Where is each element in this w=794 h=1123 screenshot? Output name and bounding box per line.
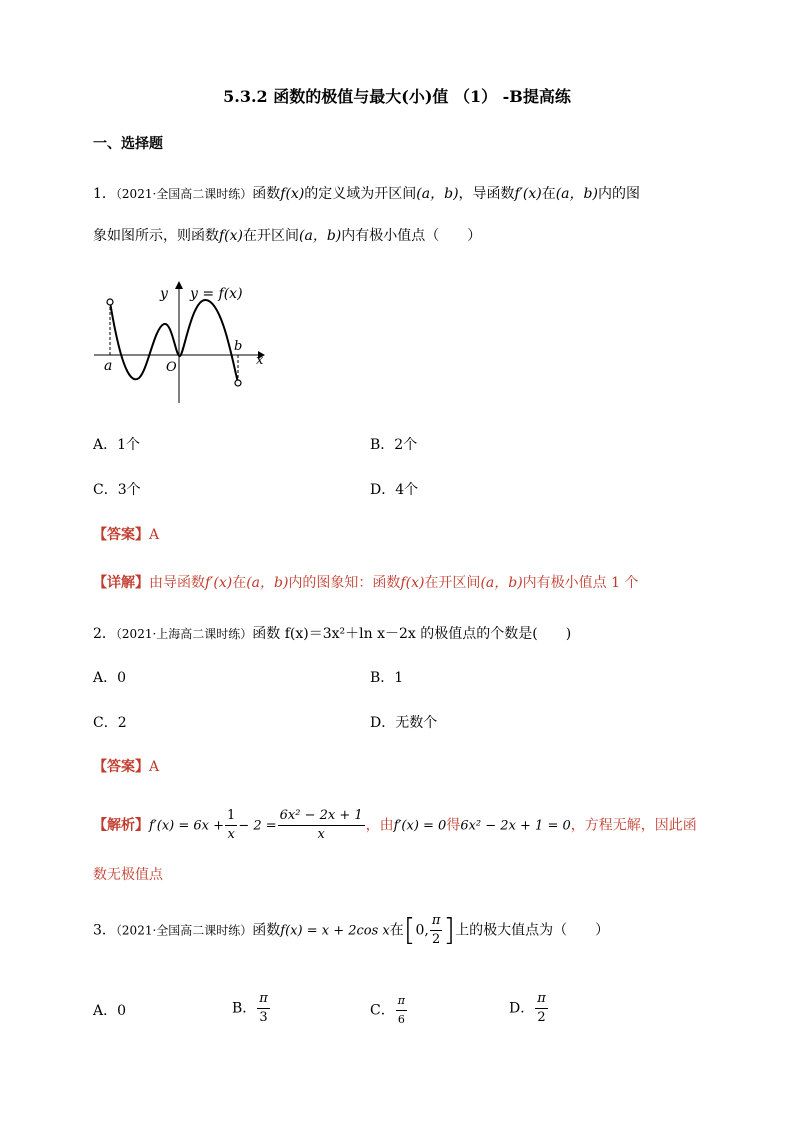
analysis-tag: 【解析】 xyxy=(93,817,149,834)
analysis-text: 得 xyxy=(446,817,461,834)
detail-fx: f(x) xyxy=(400,575,425,591)
frac-den: x xyxy=(227,827,235,842)
origin-label: O xyxy=(166,360,177,375)
right-bracket-icon: ] xyxy=(443,913,456,948)
interval-left: 0, xyxy=(415,922,429,939)
q1-answer xyxy=(93,524,159,544)
answer-tag: 【答案】 xyxy=(93,527,149,543)
q3-func: f(x) = x + 2cos x xyxy=(280,923,390,939)
frac-den: 3 xyxy=(259,1010,268,1025)
q2-option-d[interactable]: D．无数个 xyxy=(370,715,438,731)
q1-number: 1． xyxy=(93,186,116,202)
q1-line1 xyxy=(93,183,640,203)
q1-text: 象如图所示，则函数 xyxy=(93,228,219,244)
q3-text: 在 xyxy=(389,922,404,939)
q2-text: 函数 f(x)＝3x²＋ln x－2x 的极值点的个数是( ) xyxy=(252,626,572,642)
answer-value: A xyxy=(149,527,160,543)
q3-option-b[interactable] xyxy=(232,990,271,1027)
detail-fpx: f′(x) xyxy=(205,575,233,591)
q1-text: 内的图 xyxy=(597,186,640,202)
interval-fraction xyxy=(430,912,443,949)
q1-graph xyxy=(92,278,272,410)
detail-tag: 【详解】 xyxy=(93,575,149,591)
fraction-1-over-x xyxy=(225,807,237,844)
left-bracket-icon: [ xyxy=(403,913,416,948)
detail-text: 在开区间 xyxy=(424,575,481,591)
analysis-text: ，方程无解，因此函 xyxy=(570,817,697,834)
frac-num: π xyxy=(396,992,407,1011)
q3-text: 函数 xyxy=(252,922,281,939)
frac-den: 6 xyxy=(397,1013,405,1026)
q3-option-c[interactable] xyxy=(370,992,408,1029)
page-title: 5.3.2 函数的极值与最大(小)值 （1） -B提高练 xyxy=(223,87,571,106)
option-fraction xyxy=(257,990,270,1027)
q2-answer xyxy=(93,756,159,776)
frac-den: 2 xyxy=(431,932,441,947)
q1-line2 xyxy=(93,225,481,245)
b-label: b xyxy=(234,339,243,354)
q1-detail xyxy=(93,572,638,592)
q1-interval: (a，b) xyxy=(416,186,459,202)
q2-option-c[interactable]: C．2 xyxy=(93,715,127,731)
q3-stem xyxy=(93,912,609,949)
detail-interval: (a，b) xyxy=(480,575,523,591)
frac-num: π xyxy=(430,912,443,931)
answer-value: A xyxy=(149,759,160,775)
a-label: a xyxy=(104,358,113,374)
q2-option-a[interactable]: A．0 xyxy=(93,670,127,686)
analysis-eq: 6x² − 2x + 1 = 0 xyxy=(460,818,571,834)
section-heading: 一、选择题 xyxy=(93,136,163,152)
q1-option-c[interactable]: C．3个 xyxy=(93,482,141,498)
q1-text: 的定义域为开区间 xyxy=(304,186,417,202)
q2-analysis xyxy=(93,807,697,844)
q1-option-d[interactable]: D．4个 xyxy=(370,482,419,498)
q3-option-a[interactable]: A．0 xyxy=(93,1003,127,1019)
q3-source: （2021·全国高二课时练） xyxy=(115,923,253,938)
analysis-expr: − 2 = xyxy=(238,818,277,834)
q2-analysis-line2: 数无极值点 xyxy=(93,867,163,883)
analysis-expr: f′(x) = 0 xyxy=(393,818,447,834)
analysis-expr: f′(x) = 6x + xyxy=(149,818,225,834)
q1-option-b[interactable]: B．2个 xyxy=(370,437,418,453)
frac-num: π xyxy=(535,990,548,1009)
q3-text: 上的极大值点为（ ） xyxy=(455,922,610,939)
q3-option-d[interactable] xyxy=(509,990,549,1027)
option-label: C． xyxy=(370,1002,395,1019)
q2-option-b[interactable]: B．1 xyxy=(370,670,404,686)
q3-number: 3． xyxy=(93,922,116,939)
q2-number: 2． xyxy=(93,626,116,642)
q1-interval: (a，b) xyxy=(555,186,598,202)
option-fraction xyxy=(396,992,407,1029)
q1-text: 函数 xyxy=(252,186,281,202)
q1-text: ，导函数 xyxy=(458,186,515,202)
q1-source: （2021·全国高二课时练） xyxy=(115,187,253,201)
q1-fpx: f′(x) xyxy=(514,186,542,202)
q1-interval: (a，b) xyxy=(299,228,342,244)
q1-text: 内有极小值点（ ） xyxy=(341,228,482,244)
fraction-main xyxy=(278,807,365,844)
frac-num: π xyxy=(257,990,270,1009)
q1-option-a[interactable]: A．1个 xyxy=(93,437,141,453)
q2-stem xyxy=(93,623,571,643)
q2-source: （2021·上海高二课时练） xyxy=(115,627,253,641)
y-label: y xyxy=(160,286,168,302)
y-axis-arrow xyxy=(175,281,183,289)
detail-interval: (a，b) xyxy=(246,575,289,591)
q1-text: 在 xyxy=(541,186,556,202)
q1-fx: f(x) xyxy=(219,228,244,244)
answer-tag: 【答案】 xyxy=(93,759,149,775)
frac-den: 2 xyxy=(537,1010,546,1025)
detail-text: 内的图象知：函数 xyxy=(288,575,401,591)
open-endpoint-a xyxy=(107,299,113,305)
detail-text: 由导函数 xyxy=(149,575,205,591)
frac-den: x xyxy=(317,827,325,842)
frac-num: 6x² − 2x + 1 xyxy=(278,807,365,826)
analysis-text: ，由 xyxy=(365,817,394,834)
q1-text: 在开区间 xyxy=(243,228,300,244)
option-fraction xyxy=(535,990,548,1027)
detail-text: 内有极小值点 1 个 xyxy=(522,575,639,591)
x-label: x xyxy=(256,353,264,368)
open-endpoint-b xyxy=(235,380,241,386)
frac-num: 1 xyxy=(225,807,237,826)
option-label: B． xyxy=(232,1000,257,1017)
option-label: D． xyxy=(509,1000,535,1017)
func-label: y = f(x) xyxy=(190,286,243,302)
q1-fx: f(x) xyxy=(280,186,305,202)
detail-text: 在 xyxy=(232,575,247,591)
